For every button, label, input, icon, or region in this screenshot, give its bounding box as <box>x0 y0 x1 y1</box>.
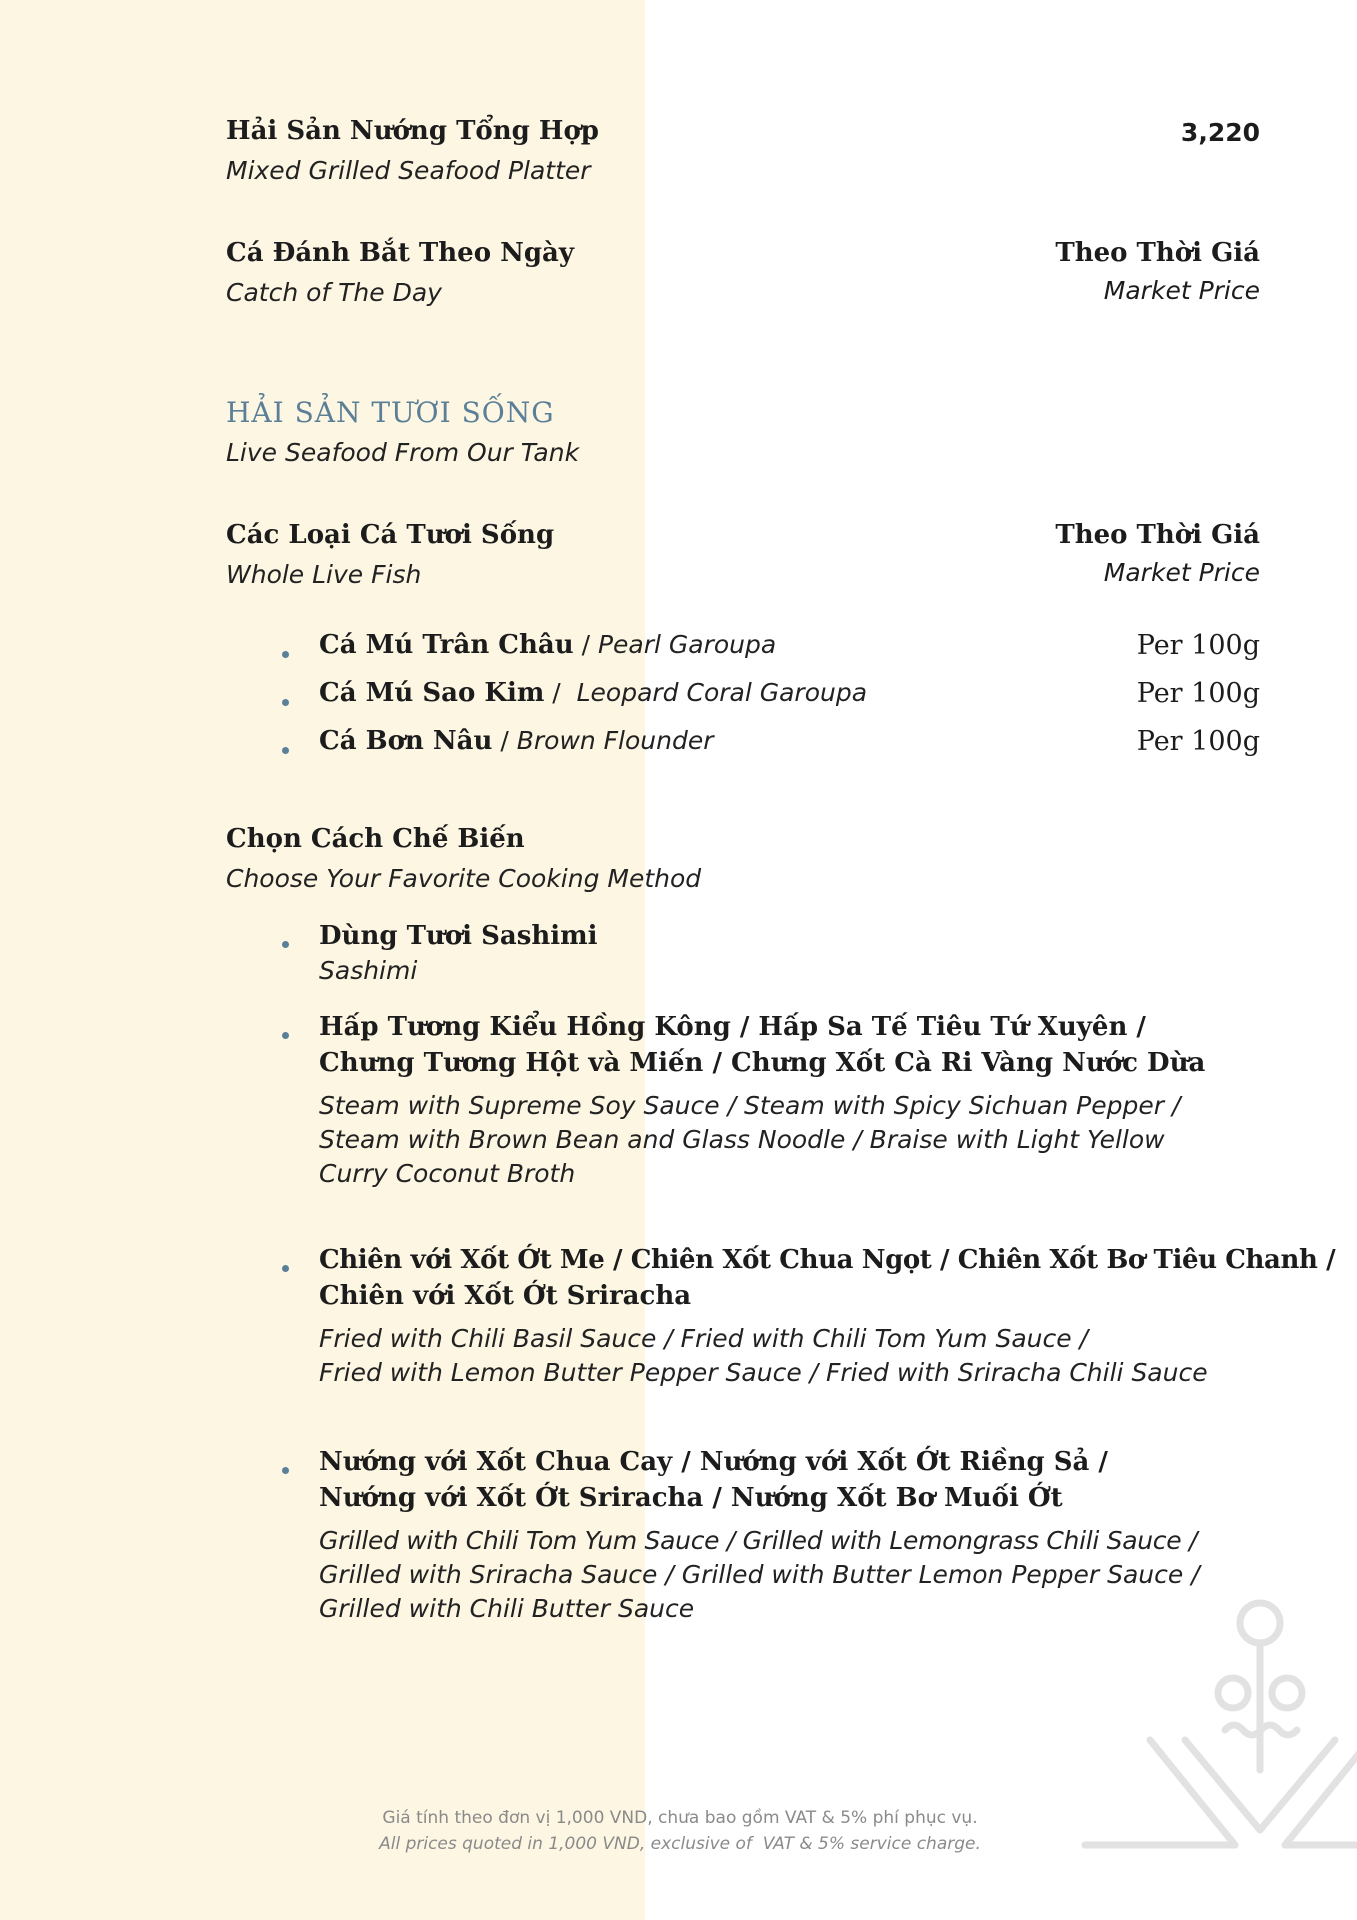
footer-note-en: All prices quoted in 1,000 VND, exclusive of VAT & 5% service charge. <box>379 1834 981 1854</box>
cooking-title-en: Choose Your Favorite Cooking Method <box>226 864 702 893</box>
fish-name-vn: Cá Mú Trân Châu <box>319 630 574 660</box>
list-item <box>319 726 714 756</box>
item-name-en: Whole Live Fish <box>226 560 422 589</box>
bullet-icon <box>282 747 289 754</box>
fish-price: Per 100g <box>1136 726 1260 757</box>
cooking-title-vn: Chọn Cách Chế Biến <box>226 824 525 854</box>
method-en-line: Fried with Chili Basil Sauce / Fried with Chili Tom Yum Sauce / <box>319 1324 1088 1353</box>
item-name-en: Catch of The Day <box>226 278 442 307</box>
bullet-icon <box>282 1467 289 1474</box>
method-vn-line: Chưng Tương Hột và Miến / Chưng Xốt Cà Ri Vàng Nước Dừa <box>319 1048 1206 1078</box>
section-subtitle: Live Seafood From Our Tank <box>226 438 580 467</box>
method-en-line: Grilled with Chili Tom Yum Sauce / Grilled with Lemongrass Chili Sauce / <box>319 1526 1198 1555</box>
item-name-vn: Các Loại Cá Tươi Sống <box>226 520 555 550</box>
separator: / <box>573 630 598 659</box>
method-vn-line: Dùng Tươi Sashimi <box>319 921 598 951</box>
bullet-icon <box>282 651 289 658</box>
fish-price: Per 100g <box>1136 678 1260 709</box>
method-en-line: Sashimi <box>319 956 418 985</box>
fish-name-en: Brown Flounder <box>516 726 714 755</box>
fish-name-en: Leopard Coral Garoupa <box>576 678 868 707</box>
footer-note-vn: Giá tính theo đơn vị 1,000 VND, chưa bao gồm VAT & 5% phí phục vụ. <box>382 1808 978 1828</box>
method-en-line: Steam with Brown Bean and Glass Noodle / Braise with Light Yellow <box>319 1125 1165 1154</box>
cooking-method <box>319 1242 1336 1390</box>
method-en-line: Grilled with Chili Butter Sauce <box>319 1594 695 1623</box>
method-vn-line: Nướng với Xốt Ớt Sriracha / Nướng Xốt Bơ Muối Ớt <box>319 1483 1063 1513</box>
list-item <box>319 678 867 708</box>
item-name-vn: Hải Sản Nướng Tổng Hợp <box>226 116 599 146</box>
item-price-en: Market Price <box>1103 276 1260 305</box>
method-vn-line: Chiên với Xốt Ớt Me / Chiên Xốt Chua Ngọt / Chiên Xốt Bơ Tiêu Chanh / <box>319 1245 1336 1275</box>
section-title: HẢI SẢN TƯƠI SỐNG <box>226 396 555 429</box>
bullet-icon <box>282 1032 289 1039</box>
method-en-line: Grilled with Sriracha Sauce / Grilled with Butter Lemon Pepper Sauce / <box>319 1560 1200 1589</box>
method-en-line: Fried with Lemon Butter Pepper Sauce / Fried with Sriracha Chili Sauce <box>319 1358 1208 1387</box>
item-price: 3,220 <box>1180 118 1260 147</box>
fish-name-en: Pearl Garoupa <box>597 630 777 659</box>
fish-name-vn: Cá Bơn Nâu <box>319 726 493 756</box>
method-vn-line: Hấp Tương Kiểu Hồng Kông / Hấp Sa Tế Tiêu Tứ Xuyên / <box>319 1012 1146 1042</box>
item-name-vn: Cá Đánh Bắt Theo Ngày <box>226 238 574 268</box>
separator: / <box>492 726 517 755</box>
item-price-en: Market Price <box>1103 558 1260 587</box>
cooking-method <box>319 1009 1259 1191</box>
bullet-icon <box>282 941 289 948</box>
fish-price: Per 100g <box>1136 630 1260 661</box>
method-vn-line: Nướng với Xốt Chua Cay / Nướng với Xốt Ớt Riềng Sả / <box>319 1447 1108 1477</box>
list-item <box>319 630 776 660</box>
anchor-wave-icon <box>1075 1585 1357 1855</box>
item-price-vn: Theo Thời Giá <box>1055 520 1260 550</box>
fish-name-vn: Cá Mú Sao Kim <box>319 678 545 708</box>
item-name-en: Mixed Grilled Seafood Platter <box>226 156 591 185</box>
item-price-vn: Theo Thời Giá <box>1055 238 1260 268</box>
method-vn-line: Chiên với Xốt Ớt Sriracha <box>319 1281 692 1311</box>
separator: / <box>544 678 577 707</box>
method-en-line: Steam with Supreme Soy Sauce / Steam with Spicy Sichuan Pepper / <box>319 1091 1181 1120</box>
cooking-method <box>319 918 1259 988</box>
bullet-icon <box>282 699 289 706</box>
bullet-icon <box>282 1265 289 1272</box>
method-en-line: Curry Coconut Broth <box>319 1159 576 1188</box>
